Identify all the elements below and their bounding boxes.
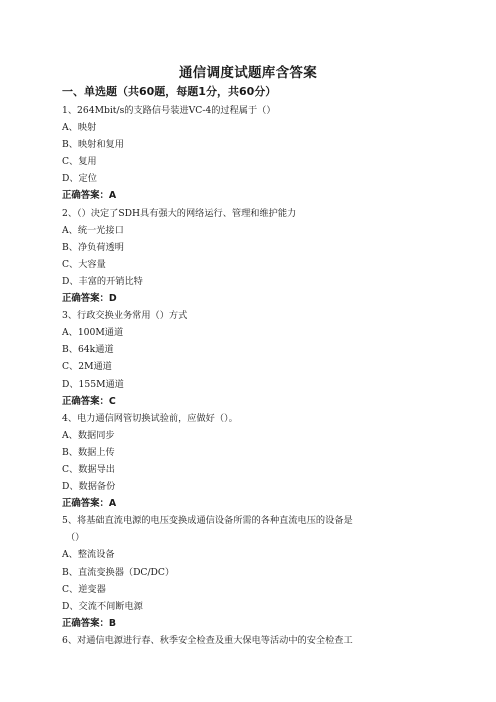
option-a: A、100M通道 (62, 327, 124, 339)
option-c: C、数据导出 (62, 463, 115, 475)
option-d: D、数据备份 (62, 481, 116, 493)
question-stem: 6、对通信电源进行春、秋季安全检查及重大保电等活动中的安全检查工 (62, 634, 353, 646)
page-title: 通信调度试题库含答案 (179, 65, 317, 81)
option-d: D、丰富的开销比特 (62, 275, 143, 287)
answer-label: 正确答案：D (62, 293, 117, 305)
question-stem: 4、电力通信网管切换试验前，应做好（）。 (62, 412, 238, 424)
option-b: B、净负荷透明 (62, 241, 124, 253)
option-d: D、155M通道 (62, 378, 124, 390)
option-d: D、交流不间断电源 (62, 600, 143, 612)
option-a: A、数据同步 (62, 429, 115, 441)
option-c: C、复用 (62, 156, 97, 168)
option-c: C、2M通道 (62, 361, 112, 373)
question-stem: 1、264Mbit/s的支路信号装进VC-4的过程属于（） (62, 105, 276, 116)
answer-label: 正确答案：A (62, 498, 117, 510)
option-a: A、映射 (62, 122, 97, 134)
question-stem-continuation: （） (66, 532, 85, 544)
question-stem: 2、（）决定了SDH具有强大的网络运行、管理和维护能力 (62, 207, 297, 219)
question-list (62, 102, 434, 649)
option-b: B、64k通道 (62, 344, 114, 356)
option-b: B、数据上传 (62, 446, 115, 458)
option-a: A、统一光接口 (62, 224, 124, 236)
question-stem: 5、将基础直流电源的电压变换成通信设备所需的各种直流电压的设备是 (62, 515, 353, 527)
option-c: C、大容量 (62, 258, 106, 270)
option-b: B、映射和复用 (62, 139, 124, 151)
section-heading: 一、单选题（共60题，每题1分，共60分） (62, 85, 277, 98)
answer-label: 正确答案：C (62, 395, 116, 407)
option-a: A、整流设备 (62, 549, 115, 561)
answer-label: 正确答案：A (62, 190, 117, 202)
option-c: C、逆变器 (62, 583, 106, 595)
answer-label: 正确答案：B (62, 617, 117, 629)
question-stem: 3、行政交换业务常用（）方式 (62, 310, 188, 322)
option-b: B、直流变换器（DC/DC） (62, 566, 175, 578)
option-d: D、定位 (62, 173, 97, 185)
